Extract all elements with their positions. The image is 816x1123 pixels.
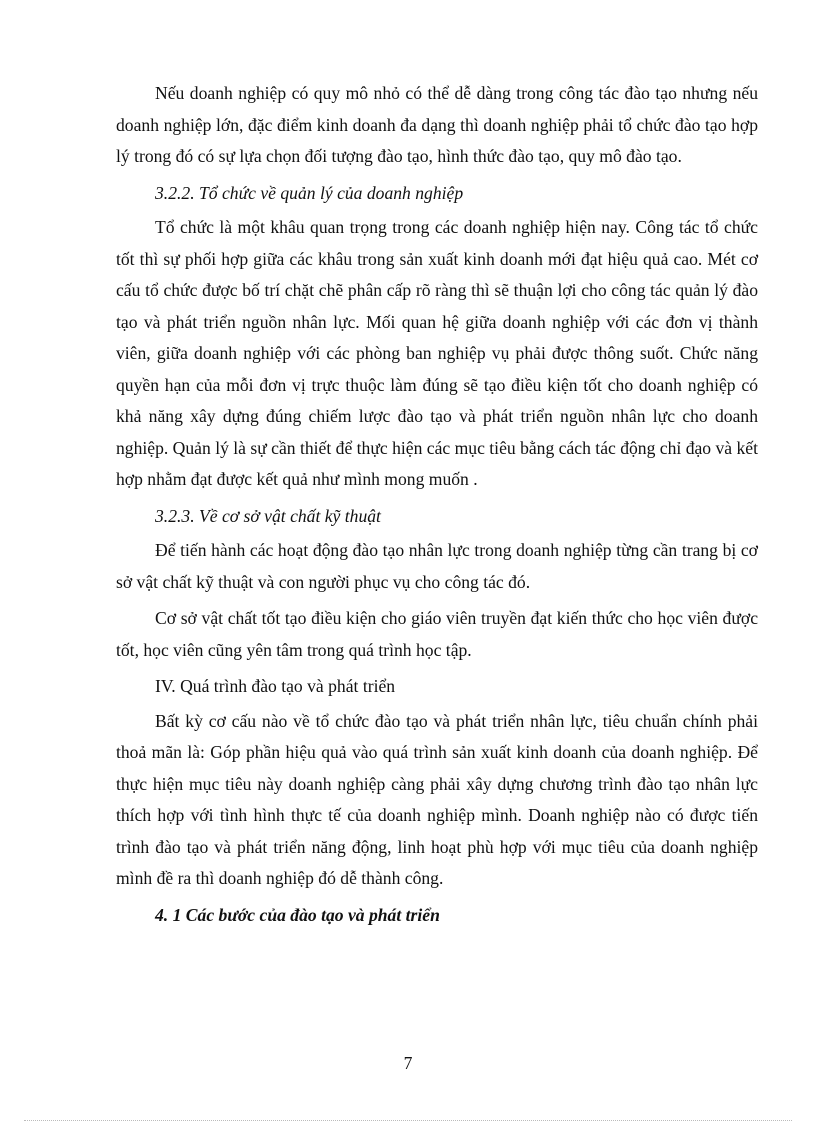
body-paragraph-5: Bất kỳ cơ cấu nào về tổ chức đào tạo và phát triển nhân lực, tiêu chuẩn chính phải thoả mãn là: Góp phần hiệu quả vào quá trình sản xuất kinh doanh của doanh nghiệp. Để thực hiện mục tiêu này doanh nghiệp càng phải xây dựng chương trình đào tạo nhân lực thích hợp với tình hình thực tế của doanh nghiệp mình. Doanh nghiệp nào có được tiến trình đào tạo và phát triển năng động, linh hoạt phù hợp với mục tiêu của doanh nghiệp mình đề ra thì doanh nghiệp đó dễ thành công.: [116, 710, 758, 888]
section-heading-3-2-2: 3.2.2. Tổ chức về quản lý của doanh nghiệp: [155, 182, 464, 203]
body-paragraph-1: Nếu doanh nghiệp có quy mô nhỏ có thể dễ dàng trong công tác đào tạo nhưng nếu doanh nghiệp lớn, đặc điểm kinh doanh đa dạng thì doanh nghiệp phải tổ chức đào tạo hợp lý trong đó có sự lựa chọn đối tượng đào tạo, hình thức đào tạo, quy mô đào tạo.: [116, 83, 758, 166]
section-heading-iv: IV. Quá trình đào tạo và phát triển: [155, 676, 396, 696]
body-paragraph-2: Tổ chức là một khâu quan trọng trong các doanh nghiệp hiện nay. Công tác tổ chức tốt thì sự phối hợp giữa các khâu trong sản xuất kinh doanh mới đạt hiệu quả cao. Mét cơ cấu tổ chức được bố trí chặt chẽ phân cấp rõ ràng thì sẽ thuận lợi cho công tác quản lý đào tạo và phát triển nguồn nhân lực. Mối quan hệ giữa doanh nghiệp với các đơn vị thành viên, giữa doanh nghiệp với các phòng ban nghiệp vụ phải được thông suốt. Chức năng quyền hạn của mỗi đơn vị trực thuộc làm đúng sẽ tạo điều kiện tốt cho doanh nghiệp có khả năng xây dựng đúng chiếm lược đào tạo và phát triển nguồn nhân lực cho doanh nghiệp. Quản lý là sự cần thiết để thực hiện các mục tiêu bằng cách tác động chỉ đạo và kết hợp nhằm đạt được kết quả như mình mong muốn .: [116, 217, 758, 489]
section-heading-3-2-3: 3.2.3. Về cơ sở vật chất kỹ thuật: [155, 505, 381, 526]
page-number: 7: [403, 1053, 413, 1073]
body-paragraph-4: Cơ sở vật chất tốt tạo điều kiện cho giáo viên truyền đạt kiến thức cho học viên được tốt, học viên cũng yên tâm trong quá trình học tập.: [116, 608, 758, 660]
page-content: [116, 78, 758, 934]
footer-divider: [24, 1120, 792, 1121]
body-paragraph-3: Để tiến hành các hoạt động đào tạo nhân lực trong doanh nghiệp từng cần trang bị cơ sở vật chất kỹ thuật và con người phục vụ cho công tác đó.: [116, 540, 758, 592]
section-heading-4-1: 4. 1 Các bước của đào tạo và phát triển: [155, 904, 440, 925]
